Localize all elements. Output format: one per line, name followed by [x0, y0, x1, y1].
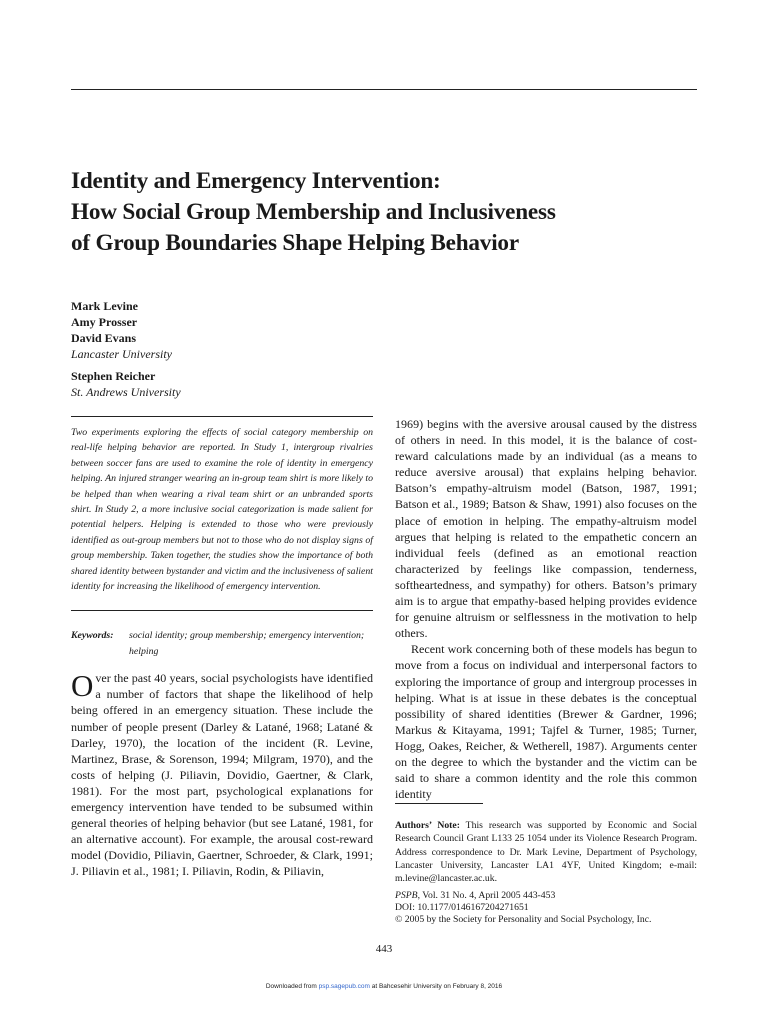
doi: DOI: 10.1177/0146167204271651 — [395, 902, 529, 914]
keywords-text: social identity; group membership; emergency intervention; helping — [129, 630, 365, 657]
footer-link[interactable]: psp.sagepub.com — [318, 983, 370, 990]
intro-text: ver the past 40 years, social psychologists have identified a number of factors that shape the likelihood of help being offered in an emergency situation. These include the number of people present (Darley & Latané, 1968; Latané & Darley, 1970), the location of the incident (R. Levine, Martinez, Brase, & Sorenson, 1994; Milgram, 1970), and the costs of helping (J. Piliavin, Dovidio, Gaertner, & Clark, 1981). For the most part, psychological explanations for emergency intervention have tended to be subsumed within general theories of helping behavior (but see Latané, 1981, for an alternative account). For example, the arousal cost-reward model (Dovidio, Piliavin, Gaertner, Schroeder, & Clark, 1991; J. Piliavin et al., 1981; I. Piliavin, Rodin, & Piliavin, — [71, 671, 373, 879]
note-body: This research was supported by Economic and Social Research Council Grant L133 25 1054 under its Violence Research Program. Address correspondence to Dr. Mark Levine, Department of Psychology, Lancaster University, Lancaster LA1 4YF, United Kingdom; e-mail: m.levine@lancaster.ac.uk. — [395, 820, 698, 885]
author-name: Stephen Reicher — [71, 369, 156, 383]
author-affiliation: St. Andrews University — [71, 385, 181, 399]
right-column — [395, 416, 697, 802]
author-block — [71, 298, 181, 400]
page-number: 443 — [375, 943, 393, 955]
intro-paragraph — [71, 670, 373, 879]
footer-prefix: Downloaded from — [265, 983, 319, 990]
note-label: Authors’ Note: — [395, 820, 460, 831]
journal-volume: , Vol. 31 No. 4, April 2005 443-453 — [417, 890, 556, 902]
author-name: David Evans — [71, 331, 137, 345]
authors-note — [395, 803, 697, 926]
paper-title — [71, 166, 697, 259]
abstract: Two experiments exploring the effects of social category membership on real-life helping behavior are reported. In Study 1, intergroup rivalries between soccer fans are used to examine the role of identity in emergency helping. An injured stranger wearing an in-group team shirt is more likely to be helped than when wearing a rival team shirt or an unbranded sports shirt. In Study 2, a more inclusive social categorization is made salient for potential helpers. Helping is extended to those who were previously identified as out-group members but not to those who do not display signs of group membership. Taken together, the studies show the importance of both shared identity between bystander and victim and the inclusiveness of salient identity for increasing the likelihood of emergency intervention. — [71, 427, 373, 593]
copyright: © 2005 by the Society for Personality and Social Psychology, Inc. — [395, 914, 652, 926]
drop-cap: O — [71, 668, 94, 704]
left-column — [71, 416, 373, 880]
footer-suffix: at Bahcesehir University on February 8, 2016 — [369, 983, 503, 990]
author-affiliation: Lancaster University — [71, 347, 172, 361]
keywords-label: Keywords: — [71, 630, 114, 642]
note-text — [395, 819, 697, 885]
title-line-2: How Social Group Membership and Inclusiveness — [71, 199, 556, 225]
journal-citation — [395, 890, 697, 925]
download-footer — [0, 983, 768, 990]
keywords — [71, 628, 373, 659]
abstract-bottom-rule — [71, 610, 373, 611]
body-paragraph: Recent work concerning both of these models has begun to move from a focus on individual and interpersonal factors to exploring the importance of group and intergroup processes in helping. What is at issue in these debates is the conceptual possibility of shared identities (Brewer & Gardner, 1996; Markus & Kitayama, 1991; Tajfel & Turner, 1985; Turner, Hogg, Oakes, Reicher, & Wetherell, 1987). Arguments center on the degree to which the bystander and the victim can be said to share a common identity and the role this common identity — [395, 642, 697, 802]
body-paragraph: 1969) begins with the aversive arousal caused by the distress of others in need. In this model, it is the balance of cost-reward calculations made by an individual (as a means to reduce aversive arousal) that explains helping behavior. Batson’s empathy-altruism model (Batson, 1987, 1991; Batson et al., 1989; Batson & Shaw, 1991) also focuses on the place of emotion in helping. The empathy-altruism model argues that helping is related to the empathetic concern an individual feels (defined as an emotional reaction characterized by feelings like compassion, tenderness, softheartedness, and sympathy) for others. Batson’s primary aim is to argue that empathy-based helping provides evidence for genuine altruism or selflessness in the motivation to help others. — [395, 417, 697, 641]
note-rule — [395, 803, 483, 804]
author-name: Mark Levine — [71, 299, 138, 313]
author-name: Amy Prosser — [71, 315, 138, 329]
abstract-top-rule — [71, 416, 373, 417]
title-line-3: of Group Boundaries Shape Helping Behavior — [71, 230, 519, 256]
top-rule — [71, 89, 697, 90]
title-line-1: Identity and Emergency Intervention: — [71, 168, 441, 194]
journal-abbrev: PSPB — [395, 890, 418, 902]
